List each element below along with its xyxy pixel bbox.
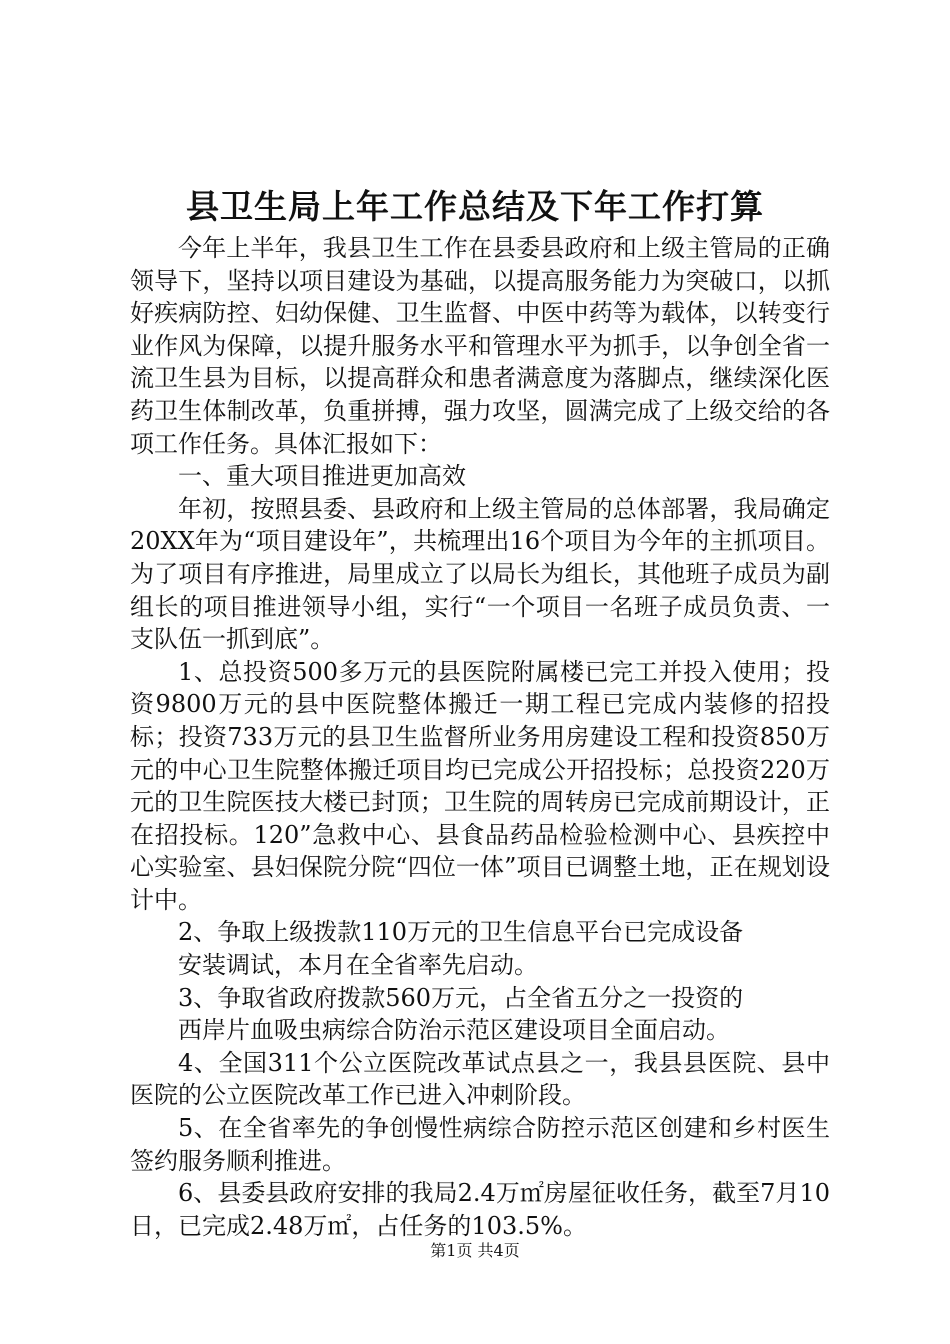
item-3-paragraph-line-2: 西岸片血吸虫病综合防治示范区建设项目全面启动。 xyxy=(178,1016,730,1045)
item-3-paragraph-line-1: 3、争取省政府拨款560万元，占全省五分之一投资的 xyxy=(178,983,744,1012)
document-title: 县卫生局上年工作总结及下年工作打算 xyxy=(186,187,764,226)
item-1-paragraph: 1、总投资500多万元的县医院附属楼已完工并投入使用；投资9800万元的县中医院整体搬迁一期工程已完成内装修的招投标；投资733万元的县卫生监督所业务用房建设工程和投资850万元的中心卫生院整体搬迁项目均已完成公开招投标；总投资220万元的卫生院医技大楼已封顶；卫生院的周转房已完成前期设计，正在招投标。120”急救中心、县食品药品检验检测中心、县疾控中心实验室、县妇保院分院“四位一体”项目已调整土地，正在规划设计中。 xyxy=(130,657,830,914)
item-6-paragraph: 6、县委县政府安排的我局2.4万㎡房屋征收任务，截至7月10日，已完成2.48万㎡，占任务的103.5%。 xyxy=(130,1179,830,1240)
section-1-paragraph: 年初，按照县委、县政府和上级主管局的总体部署，我局确定20XX年为“项目建设年”，共梳理出16个项目为今年的主抓项目。为了项目有序推进，局里成立了以局长为组长，其他班子成员为副组长的项目推进领导小组，实行“一个项目一名班子成员负责、一支队伍一抓到底”。 xyxy=(130,494,830,654)
item-2-paragraph-line-1: 2、争取上级拨款110万元的卫生信息平台已完成设备 xyxy=(178,918,744,947)
document-body xyxy=(130,232,830,1242)
section-heading-1: 一、重大项目推进更加高效 xyxy=(178,462,466,491)
item-5-paragraph: 5、在全省率先的争创慢性病综合防控示范区创建和乡村医生签约服务顺利推进。 xyxy=(130,1114,830,1175)
item-2-paragraph-line-2: 安装调试，本月在全省率先启动。 xyxy=(178,951,538,980)
intro-paragraph: 今年上半年，我县卫生工作在县委县政府和上级主管局的正确领导下，坚持以项目建设为基础，以提高服务能力为突破口，以抓好疾病防控、妇幼保健、卫生监督、中医中药等为载体，以转变行业作风为保障，以提升服务水平和管理水平为抓手，以争创全省一流卫生县为目标，以提高群众和患者满意度为落脚点，继续深化医药卫生体制改革，负重拼搏，强力攻坚，圆满完成了上级交给的各项工作任务。具体汇报如下： xyxy=(130,234,830,458)
item-4-paragraph: 4、全国311个公立医院改革试点县之一，我县县医院、县中医院的公立医院改革工作已进入冲刺阶段。 xyxy=(130,1048,830,1110)
page-number: 第1页 共4页 xyxy=(430,1241,520,1260)
